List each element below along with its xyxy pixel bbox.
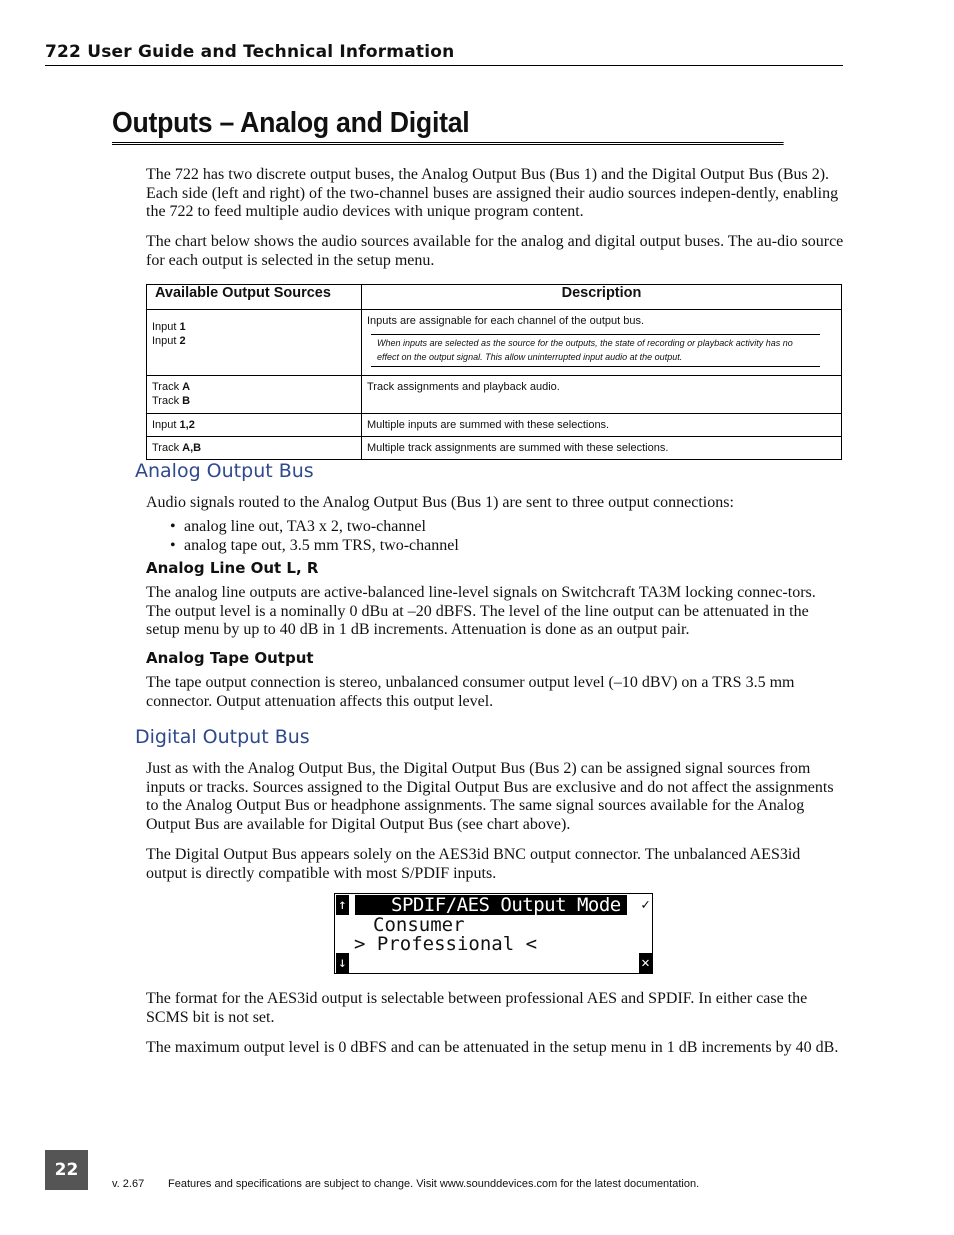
source-label: Track (152, 395, 183, 407)
list-item: • analog line out, TA3 x 2, two-channel (168, 518, 768, 537)
intro-paragraph-1: The 722 has two discrete output buses, the Analog Output Bus (Bus 1) and the Digital Output Bus (Bus 2). Each side (left and right) of the two-channel buses are assigned their audio sources indepen-dently, enabling the 722 to feed multiple audio devices with unique program content. (146, 166, 839, 221)
intro-paragraph-2: The chart below shows the audio sources available for the analog and digital output buses. The au-dio source for each output is selected in the setup menu. (146, 233, 844, 269)
analog-output-bus-heading: Analog Output Bus (135, 460, 314, 482)
source-label: Track (152, 381, 183, 393)
source-id: A (182, 381, 191, 393)
digital-output-bus-heading: Digital Output Bus (135, 726, 310, 748)
x-icon: ✕ (639, 953, 652, 973)
source-label: Track (152, 442, 183, 454)
table-note: When inputs are selected as the source for the outputs, the state of recording or playback activity has no effect on the output signal. This allow uninterrupted input audio at the output. (371, 334, 820, 367)
digital-paragraph-4: The maximum output level is 0 dBFS and can be attenuated in the setup menu in 1 dB increments by 40 dB. (146, 1039, 839, 1056)
source-id: 1,2 (179, 419, 195, 431)
table-cell-source (147, 414, 362, 437)
analog-intro-paragraph: Audio signals routed to the Analog Output Bus (Bus 1) are sent to three output connections: (146, 494, 734, 511)
table-row (147, 310, 842, 376)
analog-tape-output-heading: Analog Tape Output (146, 649, 314, 667)
lcd-menu-title: SPDIF/AES Output Mode (355, 895, 627, 915)
analog-line-out-paragraph: The analog line outputs are active-balanced line-level signals on Switchcraft TA3M locking connec-tors. The output level is a nominally 0 dBu at –20 dBFS. The level of the line output can be attenuated in the setup menu by up to 40 dB in 1 dB increments. Attenuation is done as an output pair. (146, 584, 816, 639)
page-number: 22 (45, 1150, 88, 1190)
lcd-option-consumer: Consumer (373, 914, 465, 936)
description-text: Inputs are assignable for each channel of the output bus. (367, 315, 645, 327)
digital-paragraph-1: Just as with the Analog Output Bus, the Digital Output Bus (Bus 2) can be assigned signal sources from inputs or tracks. Sources assigned to the Digital Output Bus are exclusive and do not affect the assignments to the Analog Output Bus or headphone assignments. The same signal sources available for the Analog Output Bus are available for Digital Output Bus (see chart above). (146, 760, 834, 834)
table-row (147, 437, 842, 460)
source-id: B (182, 395, 191, 407)
footer-notice: Features and specifications are subject to change. Visit www.sounddevices.com for the latest documentation. (168, 1178, 700, 1190)
lcd-menu-display (334, 893, 653, 974)
table-cell-description: Track assignments and playback audio. (362, 376, 842, 414)
list-item: • analog tape out, 3.5 mm TRS, two-channel (168, 537, 768, 556)
page-title: Outputs – Analog and Digital (112, 104, 784, 145)
digital-paragraph-3: The format for the AES3id output is selectable between professional AES and SPDIF. In either case the SCMS bit is not set. (146, 990, 808, 1026)
lcd-option-professional: > Professional < (354, 933, 538, 955)
table-cell-source (147, 437, 362, 460)
table-cell-description (362, 310, 842, 376)
analog-tape-output-paragraph: The tape output connection is stereo, unbalanced consumer output level (–10 dBV) on a TRS 3.5 mm connector. Output attenuation affects this output level. (146, 674, 795, 710)
arrow-up-icon: ↑ (336, 895, 349, 915)
table-cell-description: Multiple track assignments are summed with these selections. (362, 437, 842, 460)
running-header: 722 User Guide and Technical Information (45, 40, 843, 66)
table-row (147, 414, 842, 437)
digital-paragraph-2: The Digital Output Bus appears solely on the AES3id BNC output connector. The unbalanced AES3id output is directly compatible with most S/PDIF inputs. (146, 846, 801, 882)
analog-bullet-list (168, 518, 768, 555)
table-row (147, 376, 842, 414)
table-header-sources: Available Output Sources (147, 285, 362, 310)
table-cell-source (147, 310, 362, 376)
table-header-description: Description (362, 285, 842, 310)
source-id: 2 (179, 335, 186, 347)
source-label: Input (152, 321, 180, 333)
table-cell-source (147, 376, 362, 414)
source-id: A,B (182, 442, 202, 454)
output-sources-table (146, 284, 842, 460)
source-label: Input (152, 419, 180, 431)
source-label: Input (152, 335, 180, 347)
check-icon: ✓ (639, 895, 652, 915)
arrow-down-icon: ↓ (336, 953, 349, 973)
footer-version: v. 2.67 (112, 1178, 145, 1190)
source-id: 1 (179, 321, 186, 333)
table-cell-description: Multiple inputs are summed with these selections. (362, 414, 842, 437)
analog-line-out-heading: Analog Line Out L, R (146, 559, 319, 577)
